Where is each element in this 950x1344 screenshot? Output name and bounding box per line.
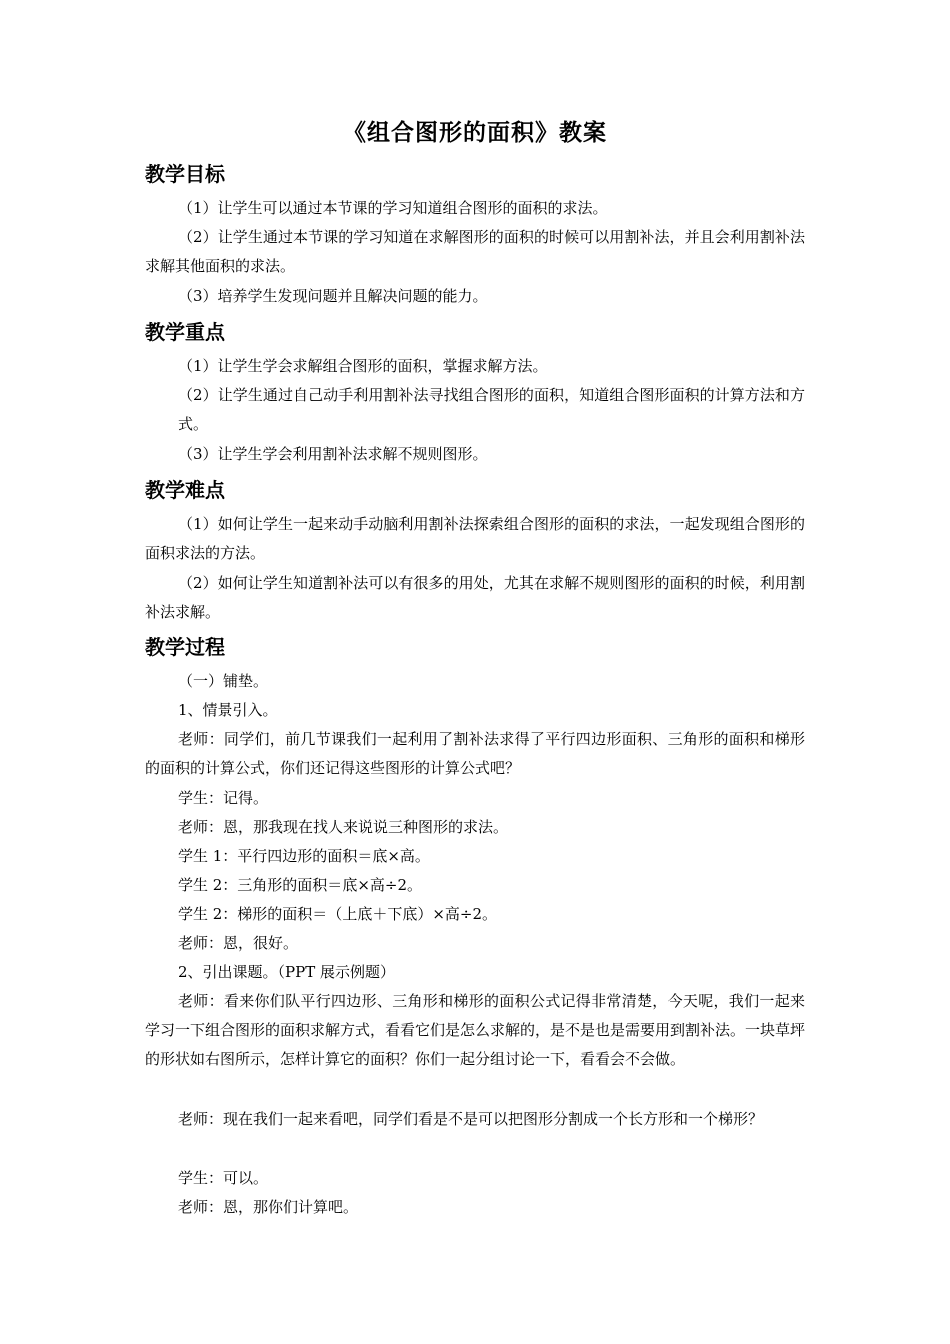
difficulties-item-1: （1）如何让学生一起来动手动脑利用割补法探索组合图形的面积的求法，一起发现组合图形的面积求法的方法。 <box>145 515 805 562</box>
process-line: 学生 2：梯形的面积＝（上底＋下底）×高÷2。 <box>178 905 497 923</box>
process-line: 2、引出课题。（PPT 展示例题） <box>178 963 396 981</box>
key-points-item-2: （2）让学生通过自己动手利用割补法寻找组合图形的面积，知道组合图形面积的计算方法和方式。 <box>178 386 805 433</box>
process-line: 老师：恩，很好。 <box>178 934 299 952</box>
heading-difficulties: 教学难点 <box>145 478 225 502</box>
process-line: 老师：看来你们队平行四边形、三角形和梯形的面积公式记得非常清楚，今天呢，我们一起来学习一下组合图形的面积求解方式，看看它们是怎么求解的，是不是也是需要用到割补法。一块草坪的形状如右图所示，怎样计算它的面积？你们一起分组讨论一下，看看会不会做。 <box>145 992 806 1068</box>
difficulties-item-2: （2）如何让学生知道割补法可以有很多的用处，尤其在求解不规则图形的面积的时候，利用割补法求解。 <box>145 574 805 621</box>
process-line: 学生 2：三角形的面积＝底×高÷2。 <box>178 876 422 894</box>
goals-item-3: （3）培养学生发现问题并且解决问题的能力。 <box>178 287 488 305</box>
process-line: 学生：记得。 <box>178 789 269 807</box>
process-line: 老师：恩，那我现在找人来说说三种图形的求法。 <box>178 818 509 836</box>
process-line: 老师：现在我们一起来看吧，同学们看是不是可以把图形分割成一个长方形和一个梯形？ <box>178 1110 764 1128</box>
document-title: 《组合图形的面积》教案 <box>343 119 607 146</box>
goals-item-2: （2）让学生通过本节课的学习知道在求解图形的面积的时候可以用割补法，并且会利用割补法求解其他面积的求法。 <box>145 228 805 275</box>
heading-goals: 教学目标 <box>145 162 225 186</box>
process-line: 学生 1：平行四边形的面积＝底×高。 <box>178 847 430 865</box>
goals-item-1: （1）让学生可以通过本节课的学习知道组合图形的面积的求法。 <box>178 199 608 217</box>
process-line: 1、情景引入。 <box>178 701 278 719</box>
heading-key-points: 教学重点 <box>145 320 225 344</box>
heading-process: 教学过程 <box>145 635 225 659</box>
key-points-item-1: （1）让学生学会求解组合图形的面积，掌握求解方法。 <box>178 357 548 375</box>
process-line: （一）铺垫。 <box>178 672 269 690</box>
process-line: 老师：同学们，前几节课我们一起利用了割补法求得了平行四边形面积、三角形的面积和梯形的面积的计算公式，你们还记得这些图形的计算公式吧？ <box>145 730 805 777</box>
key-points-item-3: （3）让学生学会利用割补法求解不规则图形。 <box>178 445 488 463</box>
process-line: 学生：可以。 <box>178 1169 269 1187</box>
process-line: 老师：恩，那你们计算吧。 <box>178 1198 359 1216</box>
